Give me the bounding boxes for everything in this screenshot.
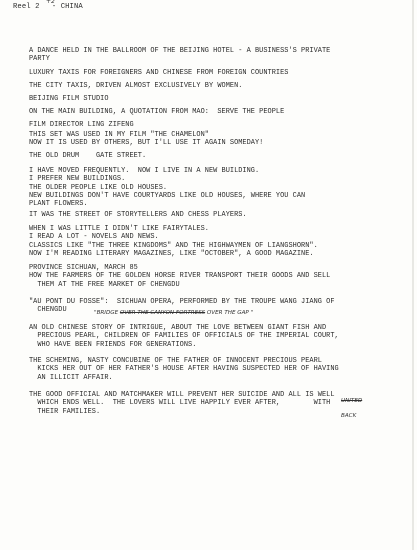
note-struck-text: OVER THE CANYON FORTRESS xyxy=(119,310,206,316)
paragraph xyxy=(29,95,409,103)
paragraph xyxy=(29,82,409,90)
paragraph xyxy=(29,225,409,258)
text-line: THE GOOD OFFICIAL AND MATCHMAKER WILL PREVENT HER SUICIDE AND ALL IS WELL xyxy=(29,391,335,399)
text-line: KICKS HER OUT OF HER FATHER'S HOUSE AFTER HAVING SUSPECTED HER OF HAVING xyxy=(29,365,339,374)
text-line: FILM DIRECTOR LING ZIFENG xyxy=(29,121,134,129)
text-line: THEIR FAMILIES. xyxy=(29,407,101,416)
paragraph xyxy=(29,47,409,64)
text-line: I HAVE MOVED FREQUENTLY. NOW I LIVE IN A NEW BUILDING. xyxy=(29,167,260,175)
reel-header xyxy=(13,0,83,11)
text-line: THE SCHEMING, NASTY CONCUBINE OF THE FATHER OF INNOCENT PRECIOUS PEARL xyxy=(29,357,322,365)
text-line: THIS SET WAS USED IN MY FILM "THE CHAMELON" xyxy=(29,131,209,139)
paragraph xyxy=(29,121,409,129)
text-line: BEIJING FILM STUDIO xyxy=(29,95,109,103)
text-line: WHICH ENDS WELL. THE LOVERS WILL LIVE HAPPILY EVER AFTER, WITH xyxy=(29,399,331,408)
text-line: WHO HAVE BEEN FRIENDS FOR GENERATIONS. xyxy=(29,340,197,349)
handwritten-note-bridge xyxy=(94,310,253,316)
paragraph xyxy=(29,167,409,208)
text-line: PRECIOUS PEARL, CHILDREN OF FAMILIES OF OFFICIALS OF THE IMPERIAL COURT, xyxy=(29,332,339,341)
text-line: NEW BUILDINGS DON'T HAVE COURTYARDS LIKE OLD HOUSES, WHERE YOU CAN xyxy=(29,191,306,200)
text-line: AN OLD CHINESE STORY OF INTRIGUE, ABOUT THE LOVE BETWEEN GIANT FISH AND xyxy=(29,324,327,332)
paragraph xyxy=(29,108,409,116)
text-line: "AU PONT DU FOSSE": SICHUAN OPERA, PERFORMED BY THE TROUPE WANG JIANG OF xyxy=(29,298,335,306)
note-end-text: OVER THE GAP " xyxy=(206,310,254,316)
text-line: ON THE MAIN BUILDING, A QUOTATION FROM MAO: SERVE THE PEOPLE xyxy=(29,108,285,116)
reel-handwritten-mark: +2 xyxy=(46,0,56,5)
text-line: PLANT FLOWERS. xyxy=(29,200,88,209)
text-line: NOW IT IS USED BY OTHERS, BUT I'LL USE IT AGAIN SOMEDAY! xyxy=(29,139,264,148)
paragraph xyxy=(29,264,409,289)
page-edge-shadow xyxy=(412,0,414,550)
text-line: CHENGDU xyxy=(29,306,67,315)
reel-label: Reel 2 xyxy=(13,3,40,11)
text-line: THEM AT THE FREE MARKET OF CHENGDU xyxy=(29,280,180,289)
text-line: THE CITY TAXIS, DRIVEN ALMOST EXCLUSIVELY BY WOMEN. xyxy=(29,82,243,90)
handwritten-insert-word: BACK xyxy=(341,413,357,419)
handwritten-struck-word: UNITED xyxy=(341,398,363,404)
paragraph xyxy=(29,131,409,148)
paragraph xyxy=(29,69,409,77)
paragraph xyxy=(29,152,409,160)
reel-suffix: - CHINA xyxy=(51,3,83,11)
text-line: WHEN I WAS LITTLE I DIDN'T LIKE FAIRYTALES. xyxy=(29,225,209,233)
text-line: HOW THE FARMERS OF THE GOLDEN HORSE RIVER TRANSPORT THEIR GOODS AND SELL xyxy=(29,272,331,281)
text-line: CLASSICS LIKE "THE THREE KINGDOMS" AND THE HIGHWAYMEN OF LIANGSHORN". xyxy=(29,241,318,250)
text-line: PARTY xyxy=(29,55,50,64)
paragraph xyxy=(29,357,409,382)
note-bridge-word: "BRIDGE xyxy=(94,310,119,316)
text-line: I READ A LOT - NOVELS AND NEWS. xyxy=(29,233,159,242)
paragraph xyxy=(29,324,409,349)
text-line: I PREFER NEW BUILDINGS. xyxy=(29,175,126,184)
paragraph xyxy=(29,211,409,219)
text-line: IT WAS THE STREET OF STORYTELLERS AND CHESS PLAYERS. xyxy=(29,211,247,219)
text-line: THE OLDER PEOPLE LIKE OLD HOUSES. xyxy=(29,183,168,192)
text-line: A DANCE HELD IN THE BALLROOM OF THE BEIJING HOTEL - A BUSINESS'S PRIVATE xyxy=(29,47,331,55)
text-line: THE OLD DRUM GATE STREET. xyxy=(29,152,147,160)
text-line: LUXURY TAXIS FOR FOREIGNERS AND CHINESE FROM FOREIGN COUNTRIES xyxy=(29,69,289,77)
text-line: NOW I'M READING LITERARY MAGAZINES, LIKE "OCTOBER", A GOOD MAGAZINE. xyxy=(29,249,314,258)
text-line: AN ILLICIT AFFAIR. xyxy=(29,373,113,382)
text-line: PROVINCE SICHUAN, MARCH 85 xyxy=(29,264,138,272)
